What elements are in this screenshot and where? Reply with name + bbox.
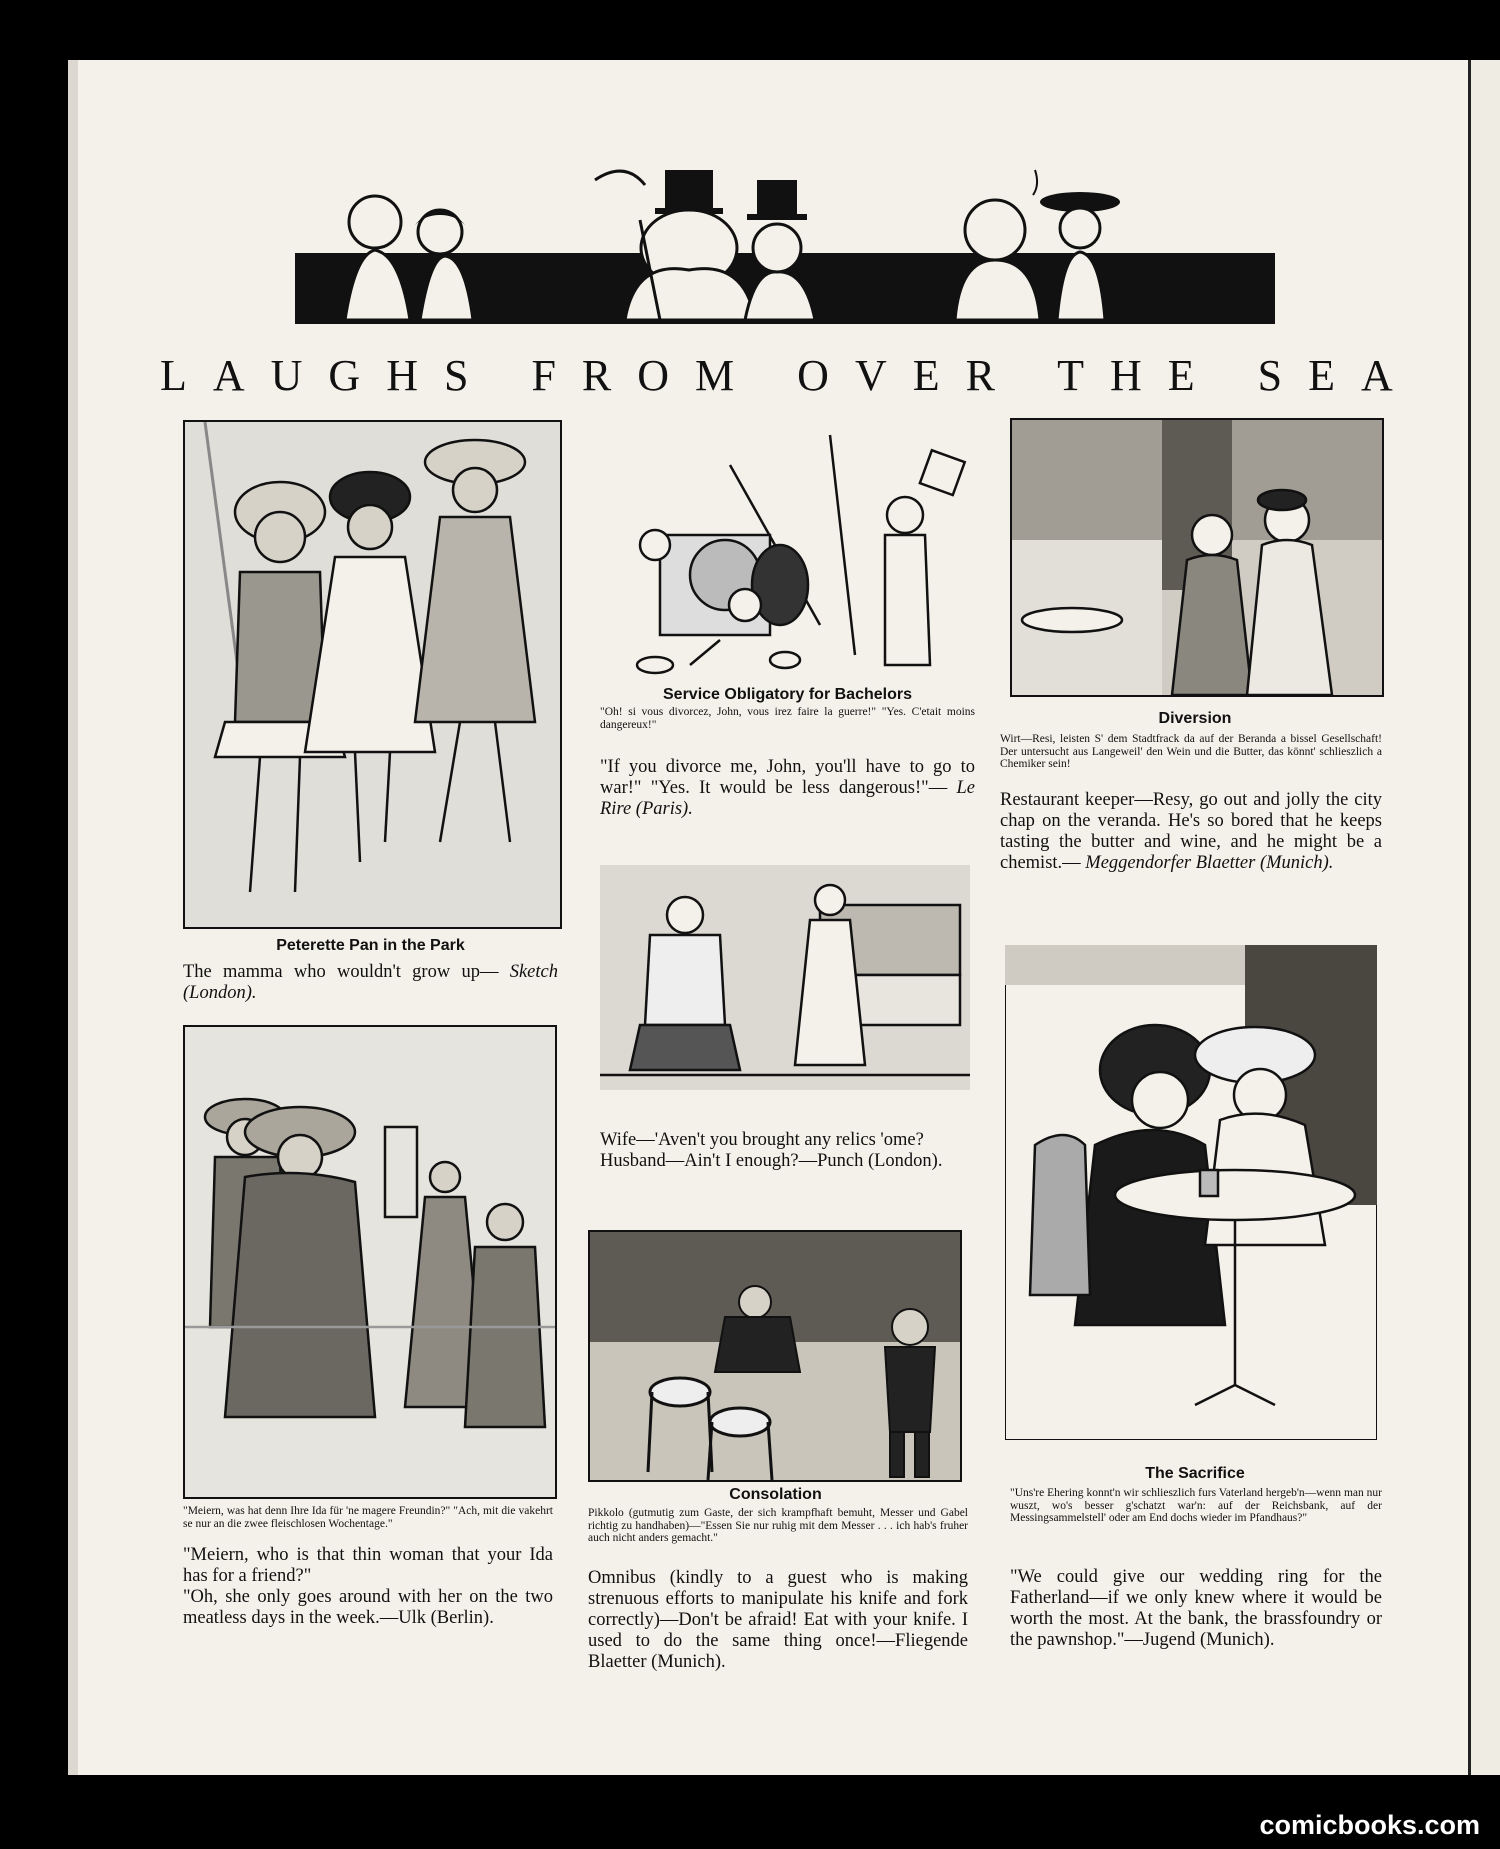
diversion-caption: Diversion bbox=[1158, 710, 1232, 727]
consolation-illustration bbox=[588, 1230, 962, 1482]
sacrifice-original-text: "Uns're Ehering konnt'n wir schlieszlich furs Vaterland hergeb'n—wenn man nur wuszt, wo's besser g'schatzt war'n: auf der Reichsbank, auf der Messingsammelstell' oder am End dochs wieder im Pfandhaus?" bbox=[1010, 1487, 1382, 1524]
husband-line: Husband—Ain't I enough?—Punch (London). bbox=[600, 1151, 943, 1171]
page-title: LAUGHS FROM OVER THE SEA bbox=[160, 351, 1419, 400]
wife-text bbox=[600, 1130, 970, 1172]
sacrifice-english-text: "We could give our wedding ring for the Fatherland—if we only knew where it would be worth the most. At the bank, the brassfoundry or the pawnshop."—Jugend (Munich). bbox=[1010, 1567, 1382, 1650]
service-original-text: "Oh! si vous divorcez, John, vous irez faire la guerre!" "Yes. C'etait moins dangereux!" bbox=[600, 706, 975, 731]
meiern-answer: "Oh, she only goes around with her on the two meatless days in the week.—Ulk (Berlin). bbox=[183, 1587, 553, 1628]
wife-illustration bbox=[600, 865, 970, 1090]
sacrifice-illustration bbox=[1005, 945, 1377, 1440]
peterette-text bbox=[183, 962, 558, 1004]
meiern-illustration bbox=[183, 1025, 557, 1499]
wife-line: Wife—'Aven't you brought any relics 'ome? bbox=[600, 1130, 924, 1150]
peterette-text-en: The mamma who wouldn't grow up— bbox=[183, 962, 499, 982]
consolation-caption: Consolation bbox=[729, 1486, 822, 1503]
sacrifice-caption: The Sacrifice bbox=[1145, 1465, 1245, 1482]
diversion-text-en: Restaurant keeper—Resy, go out and jolly the city chap on the veranda. He's so bored that he keeps tasting the butter and wine, and he might be a chemist.— bbox=[1000, 790, 1382, 873]
diversion-original-text: Wirt—Resi, leisten S' dem Stadtfrack da auf der Beranda a bissel Gesellschaft! Der untersucht aus Langeweil' den Wein und die Butter, das könnt' schlieszlich a Chemiker sein! bbox=[1000, 733, 1382, 770]
service-text bbox=[600, 757, 975, 820]
site-watermark: comicbooks.com bbox=[1259, 1810, 1480, 1840]
peterette-caption: Peterette Pan in the Park bbox=[276, 937, 465, 954]
meiern-question: "Meiern, who is that thin woman that your Ida has for a friend?" bbox=[183, 1545, 553, 1586]
meiern-english-text bbox=[183, 1545, 553, 1629]
consolation-original-text: Pikkolo (gutmutig zum Gaste, der sich krampfhaft bemuht, Messer und Gabel richtig zu handhaben)—"Essen Sie nur ruhig mit dem Messer . . . ich hab's fruher auch nicht anders gemacht." bbox=[588, 1507, 968, 1544]
diversion-text bbox=[1000, 790, 1382, 874]
header-banner-illustration bbox=[295, 160, 1275, 330]
service-caption: Service Obligatory for Bachelors bbox=[663, 686, 912, 703]
service-text-en: "If you divorce me, John, you'll have to go to war!" "Yes. It would be less dangerous!"— bbox=[600, 757, 975, 798]
diversion-illustration bbox=[1010, 418, 1384, 697]
meiern-original-text: "Meiern, was hat denn Ihre Ida für 'ne magere Freundin?" "Ach, mit die vakehrt se nur an die zwee fleischlosen Wochentage." bbox=[183, 1505, 553, 1530]
service-illustration bbox=[600, 425, 975, 675]
next-page-edge bbox=[1468, 60, 1500, 1775]
consolation-english-text: Omnibus (kindly to a guest who is making strenuous efforts to manipulate his knife and fork correctly)—Don't be afraid! Eat with your knife. I used to do the same thing once!—Fliegende Blaetter (Munich). bbox=[588, 1568, 968, 1672]
peterette-source: Sketch (London). bbox=[183, 962, 558, 1003]
diversion-source: Meggendorfer Blaetter (Munich). bbox=[1085, 853, 1334, 873]
service-source: Le Rire (Paris). bbox=[600, 778, 976, 819]
peterette-illustration bbox=[183, 420, 562, 929]
